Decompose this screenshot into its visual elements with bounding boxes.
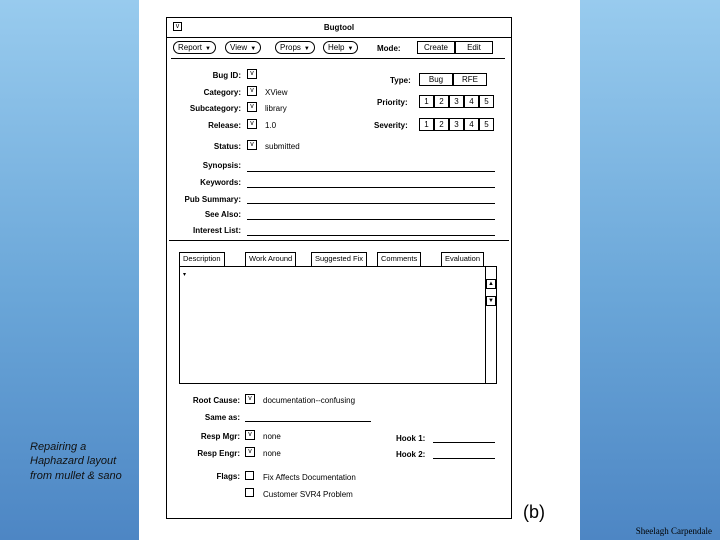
status-label: Status: (213, 142, 241, 151)
flag-svr4-checkbox[interactable] (245, 488, 254, 497)
status-value: submitted (265, 142, 300, 151)
priority-label: Priority: (377, 98, 408, 107)
description-textarea[interactable] (179, 266, 497, 384)
same-as-field[interactable] (245, 421, 371, 422)
priority-4[interactable]: 4 (464, 95, 479, 108)
pub-summary-label: Pub Summary: (184, 195, 241, 204)
resp-engr-picker[interactable]: v (245, 447, 255, 457)
synopsis-label: Synopsis: (202, 161, 241, 170)
severity-1[interactable]: 1 (419, 118, 434, 131)
keywords-field[interactable] (247, 187, 495, 188)
menu-props[interactable] (275, 41, 315, 54)
severity-4[interactable]: 4 (464, 118, 479, 131)
flag-doc-checkbox[interactable] (245, 471, 254, 480)
divider (169, 240, 509, 241)
interest-list-label: Interest List: (192, 226, 241, 235)
release-value: 1.0 (265, 121, 277, 130)
menu-help-label: Help (328, 43, 345, 52)
type-label: Type: (390, 76, 411, 85)
root-cause-value: documentation--confusing (263, 396, 356, 405)
root-cause-label: Root Cause: (192, 396, 240, 405)
subcategory-label: Subcategory: (189, 104, 241, 113)
hook1-label: Hook 1: (396, 434, 426, 443)
mode-edit-button[interactable]: Edit (455, 41, 493, 54)
chevron-down-icon: ▼ (205, 46, 211, 52)
author-credit: Sheelagh Carpendale (635, 526, 712, 536)
resp-mgr-value: none (263, 432, 281, 441)
slide-caption: Repairing a Haphazard layout from mullet & sano (30, 441, 122, 482)
tab-work-around[interactable]: Work Around (245, 252, 296, 266)
release-picker[interactable]: v (247, 119, 257, 129)
pub-summary-field[interactable] (247, 203, 495, 204)
priority-5[interactable]: 5 (479, 95, 494, 108)
title-bar (167, 18, 511, 38)
priority-2[interactable]: 2 (434, 95, 449, 108)
flag-svr4-label: Customer SVR4 Problem (263, 490, 353, 499)
tab-evaluation[interactable]: Evaluation (441, 252, 484, 266)
menu-props-label: Props (280, 43, 301, 52)
chevron-down-icon: ▼ (250, 46, 257, 52)
category-label: Category: (203, 88, 241, 97)
type-bug-button[interactable]: Bug (419, 73, 453, 86)
priority-1[interactable]: 1 (419, 95, 434, 108)
bug-id-picker[interactable]: v (247, 69, 257, 79)
root-cause-picker[interactable]: v (245, 394, 255, 404)
severity-label: Severity: (374, 121, 408, 130)
window-menu-button[interactable]: v (173, 22, 182, 31)
caret-icon: ▾ (183, 272, 187, 278)
keywords-label: Keywords: (200, 178, 241, 187)
mode-create-button[interactable]: Create (417, 41, 455, 54)
chevron-down-icon: ▼ (347, 46, 354, 52)
release-label: Release: (208, 121, 241, 130)
resp-mgr-picker[interactable]: v (245, 430, 255, 440)
subcategory-picker[interactable]: v (247, 102, 257, 112)
resp-engr-value: none (263, 449, 281, 458)
flag-doc-label: Fix Affects Documentation (263, 473, 356, 482)
see-also-label: See Also: (204, 210, 241, 219)
bugtool-window (166, 17, 512, 519)
same-as-label: Same as: (204, 413, 240, 422)
priority-3[interactable]: 3 (449, 95, 464, 108)
interest-list-field[interactable] (247, 235, 495, 236)
resp-engr-label: Resp Engr: (197, 449, 240, 458)
severity-5[interactable]: 5 (479, 118, 494, 131)
menu-view-label: View (230, 43, 248, 52)
window-title: Bugtool (323, 23, 355, 32)
tab-description[interactable]: Description (179, 252, 225, 266)
menu-help[interactable] (323, 41, 358, 54)
menu-view[interactable] (225, 41, 261, 54)
severity-2[interactable]: 2 (434, 118, 449, 131)
scroll-up-icon[interactable]: ▲ (486, 279, 496, 289)
scrollbar[interactable] (485, 267, 496, 383)
status-picker[interactable]: v (247, 140, 257, 150)
menu-report[interactable] (173, 41, 216, 54)
menu-report-label: Report (178, 43, 203, 52)
hook2-field[interactable] (433, 458, 495, 459)
hook2-label: Hook 2: (396, 450, 426, 459)
synopsis-field[interactable] (247, 171, 495, 172)
flags-label: Flags: (216, 472, 240, 481)
tab-comments[interactable]: Comments (377, 252, 421, 266)
see-also-field[interactable] (247, 219, 495, 220)
hook1-field[interactable] (433, 442, 495, 443)
divider (171, 58, 505, 59)
tab-suggested-fix[interactable]: Suggested Fix (311, 252, 367, 266)
bug-id-label: Bug ID: (212, 71, 241, 80)
resp-mgr-label: Resp Mgr: (200, 432, 240, 441)
mode-label: Mode: (377, 44, 401, 53)
scroll-down-icon[interactable]: ▼ (486, 296, 496, 306)
severity-3[interactable]: 3 (449, 118, 464, 131)
type-rfe-button[interactable]: RFE (453, 73, 487, 86)
chevron-down-icon: ▼ (303, 46, 310, 52)
figure-label: (b) (523, 502, 545, 522)
category-value: XView (265, 88, 288, 97)
category-picker[interactable]: v (247, 86, 257, 96)
subcategory-value: library (265, 104, 287, 113)
